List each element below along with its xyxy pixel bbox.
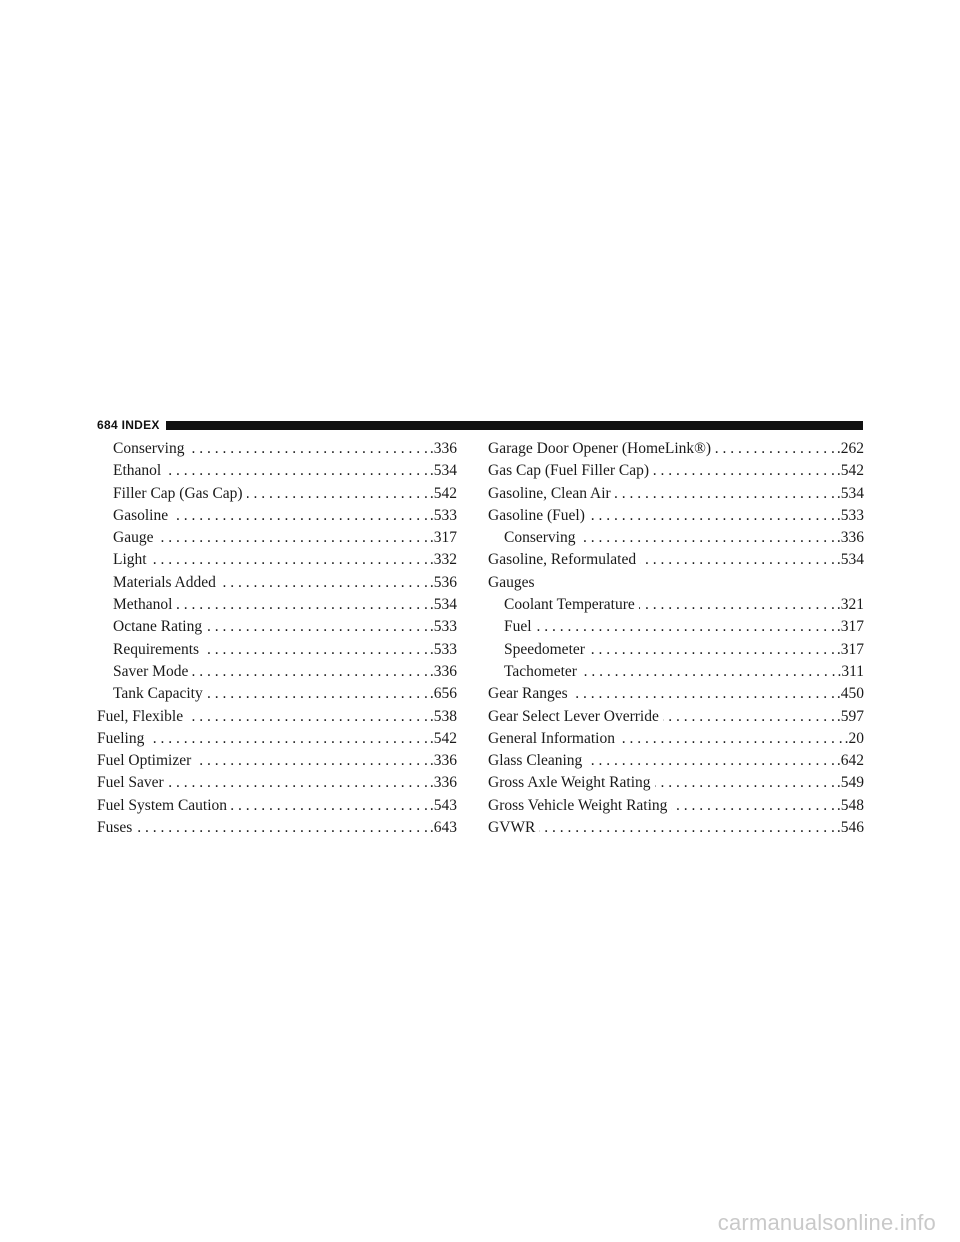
index-entry-name: Gas Cap (Fuel Filler Cap) [488,462,650,480]
index-entry-name: Speedometer [504,640,585,658]
index-entry-name: Tachometer [504,662,577,680]
header-rule [166,421,863,430]
index-entry-name: Tank Capacity [113,685,203,703]
index-entry-name: Gear Ranges [488,685,568,703]
dot-leader [572,683,835,705]
dot-leader [579,527,834,549]
index-entry-page: .534 [836,484,864,502]
index-entry [488,572,864,594]
index-entry [488,817,864,839]
index-entry-name: Fuel, Flexible [97,707,184,725]
index-entry [97,817,457,839]
dot-leader [615,483,835,505]
index-entry-page: .336 [836,529,864,547]
index-entry-name: Fuel [504,618,532,636]
dot-leader [671,795,834,817]
section-title: INDEX [121,418,160,432]
index-entry [488,438,864,460]
index-entry-page: .542 [429,484,457,502]
dot-leader [220,572,428,594]
index-entry-name: Coolant Temperature [504,596,635,614]
dot-leader [157,527,427,549]
index-entry [97,505,457,527]
index-entry-page: .533 [429,618,457,636]
index-entry-name: Gasoline, Clean Air [488,484,611,502]
dot-leader [639,594,835,616]
dot-leader [539,817,835,839]
index-entry-name: Gauge [113,529,154,547]
index-entry [97,594,457,616]
dot-leader [151,549,428,571]
dot-leader [619,728,843,750]
index-entry-name: General Information [488,729,615,747]
index-entry [97,683,457,705]
index-entry-name: Ethanol [113,462,162,480]
index-entry-page: .642 [836,752,864,770]
index-entry [97,460,457,482]
index-entry-page: .336 [429,440,457,457]
dot-leader [172,505,428,527]
index-entry-name: Octane Rating [113,618,203,636]
dot-leader [231,795,428,817]
index-entry-name: Filler Cap (Gas Cap) [113,484,243,502]
page-number: 684 [97,418,118,432]
dot-leader [640,549,835,571]
index-entry-name: Materials Added [113,573,216,591]
dot-leader [176,594,427,616]
index-entry [97,527,457,549]
index-entry-page: .321 [836,596,864,614]
index-entry-page: .549 [836,774,864,792]
index-entry-page: .548 [836,796,864,814]
dot-leader [165,460,428,482]
index-entry [97,728,457,750]
index-entry-page: .317 [429,529,457,547]
dot-leader [206,616,428,638]
index-entry-name: GVWR [488,819,536,837]
index-entry [488,460,864,482]
dot-leader [581,661,836,683]
dot-leader [655,772,835,794]
dot-leader [207,683,428,705]
dot-leader [136,817,428,839]
index-entry-name: Conserving [113,440,185,457]
dot-leader [187,706,428,728]
index-entry-name: Fuses [97,819,133,837]
index-entry-page: .542 [429,729,457,747]
index-entry [488,795,864,817]
index-entry-page: .317 [836,640,864,658]
index-entry [488,639,864,661]
dot-leader [148,728,428,750]
page-header [97,418,863,432]
index-entry-page: .317 [836,618,864,636]
index-entry-name: Requirements [113,640,200,658]
dot-leader [195,750,428,772]
dot-leader [188,438,427,460]
index-entry-page: .450 [836,685,864,703]
index-entry-page: .542 [836,462,864,480]
index-entry-name: Gross Axle Weight Rating [488,774,651,792]
dot-leader [536,616,835,638]
index-entry [488,505,864,527]
index-entry [97,661,457,683]
index-entry-page: .546 [836,819,864,837]
index-entry-page: .538 [429,707,457,725]
index-entry-page: .262 [836,440,864,457]
index-entry-name: Saver Mode [113,662,189,680]
index-entry [97,549,457,571]
index-entry-name: Conserving [504,529,576,547]
index-entry [488,616,864,638]
index-entry-page: .597 [836,707,864,725]
index-entry-name: Gasoline (Fuel) [488,506,585,524]
index-entry [97,616,457,638]
index-entry-page: .336 [429,662,457,680]
index-entry-page: .336 [429,774,457,792]
index-entry-name: Gear Select Lever Override [488,707,659,725]
index-column-right [488,438,864,839]
index-entry [97,750,457,772]
index-entry-name: Fueling [97,729,145,747]
index-entry-page: .536 [429,573,457,591]
index-entry [97,483,457,505]
dot-leader [586,750,835,772]
index-entry-name: Methanol [113,596,173,614]
index-entry [488,750,864,772]
index-entry-name: Fuel System Caution [97,796,228,814]
index-entry-page: .533 [836,506,864,524]
page-header-label [97,418,160,432]
index-entry-page: .543 [429,796,457,814]
index-entry-name: Glass Cleaning [488,752,583,770]
index-entry [97,772,457,794]
index-entry [97,706,457,728]
index-entry-name: Light [113,551,147,569]
index-entry-name: Gross Vehicle Weight Rating [488,796,668,814]
index-entry [488,483,864,505]
index-entry-page: .336 [429,752,457,770]
dot-leader [663,706,835,728]
index-entry-name: Fuel Saver [97,774,164,792]
index-entry [488,772,864,794]
index-entry-name: Fuel Optimizer [97,752,192,770]
dot-leader [203,639,428,661]
dot-leader [589,639,835,661]
index-entry-name: Gasoline [113,506,169,524]
dot-leader [589,505,835,527]
dot-leader [168,772,428,794]
index-entry-page: .533 [429,640,457,658]
index-entry-page: .534 [836,551,864,569]
index-entry [97,572,457,594]
dot-leader [247,483,428,505]
index-entry-page: .534 [429,462,457,480]
dot-leader [192,661,428,683]
index-entry [97,639,457,661]
index-entry-page: .332 [429,551,457,569]
dot-leader [653,460,835,482]
index-entry [488,527,864,549]
index-entry [488,594,864,616]
index-entry-name: Gasoline, Reformulated [488,551,637,569]
index-entry-page: .311 [837,662,864,680]
index-entry-page: .643 [429,819,457,837]
index-entry [488,549,864,571]
index-entry [488,661,864,683]
index-entry [488,683,864,705]
index-entry-page: .533 [429,506,457,524]
index-entry [97,795,457,817]
index-column-left [97,438,457,839]
index-entry-name: Gauges [488,573,535,591]
watermark: carmanualsonline.info [717,1210,936,1235]
index-entry [97,438,457,460]
index-entry-name: Garage Door Opener (HomeLink®) [488,440,712,457]
dot-leader [715,438,835,460]
index-entry-page: .656 [429,685,457,703]
index-entry [488,728,864,750]
index-entry [488,706,864,728]
index-entry-page: .534 [429,596,457,614]
index-entry-page: .20 [844,729,864,747]
